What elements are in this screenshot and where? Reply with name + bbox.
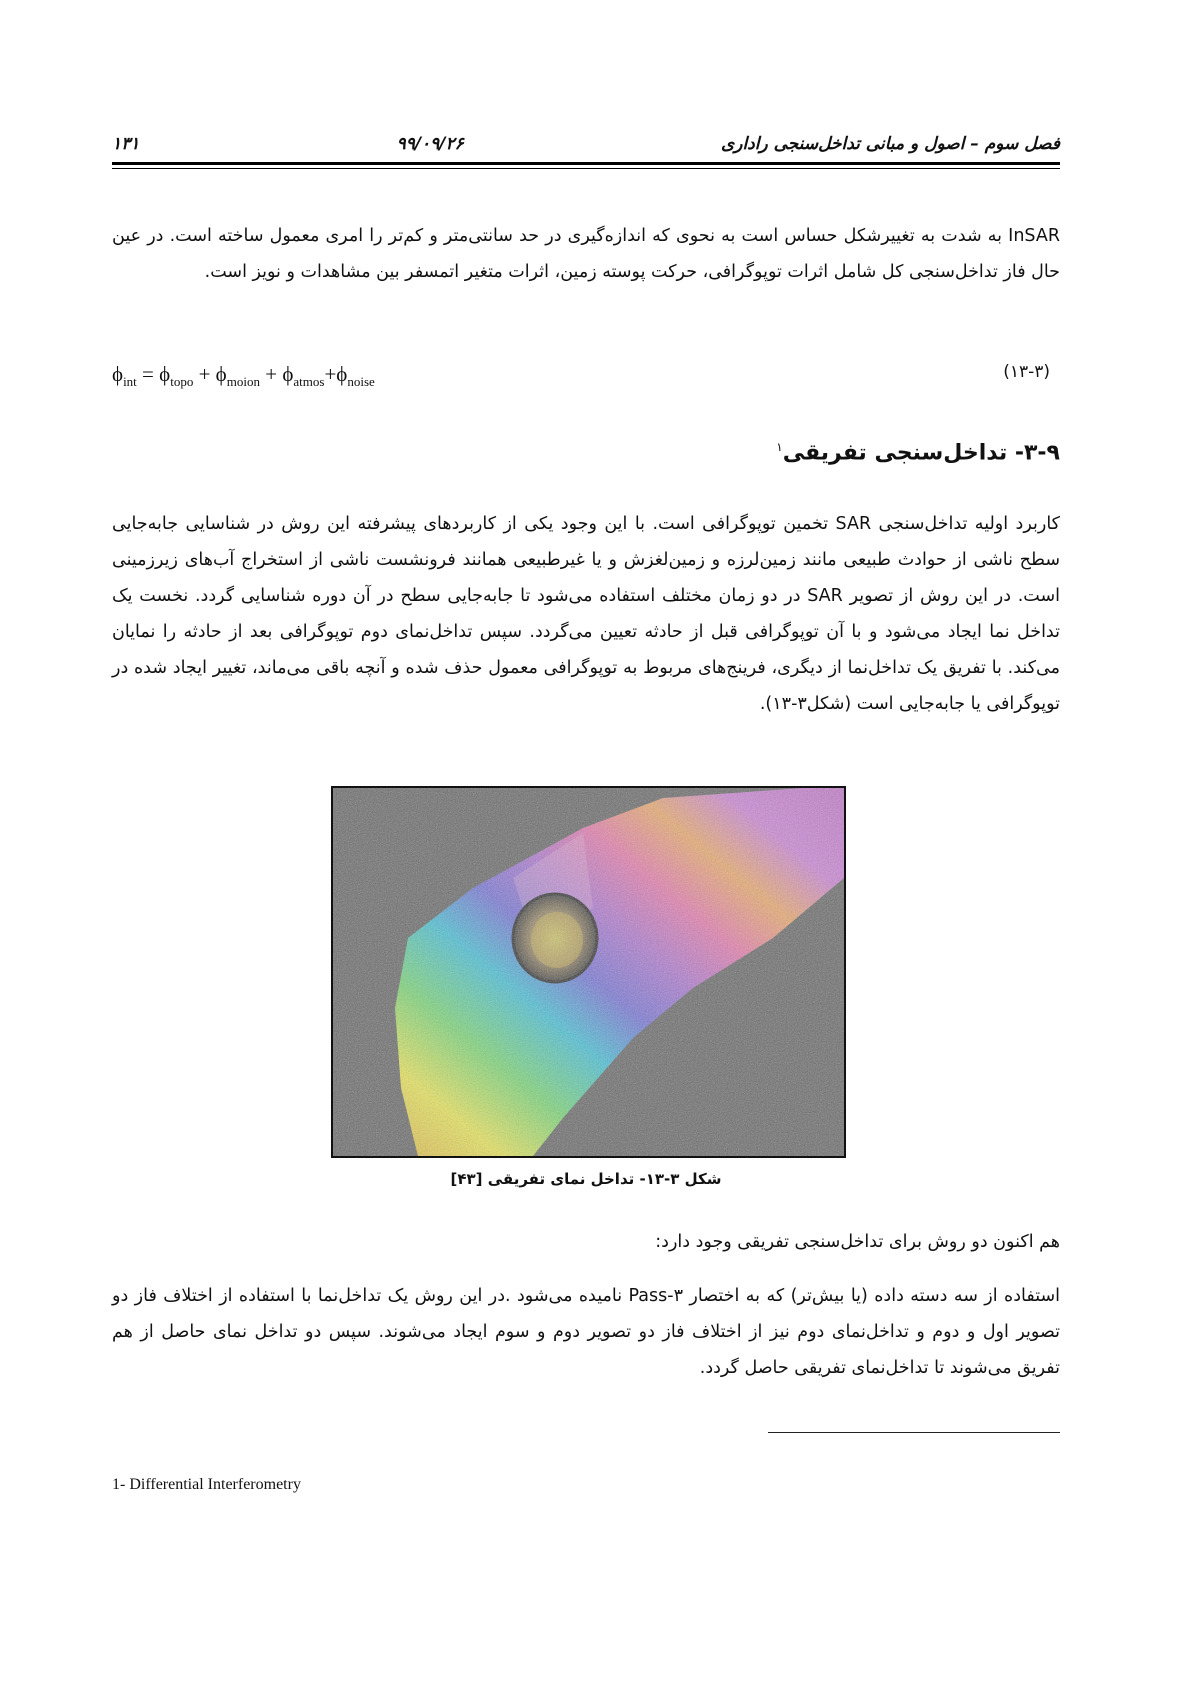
phase-equation	[112, 362, 375, 390]
footnote-rule	[768, 1432, 1060, 1433]
phase-symbol: ϕ	[215, 362, 227, 386]
equals-sign: =	[136, 362, 160, 386]
phase-subscript-motion: moion	[226, 374, 260, 390]
phase-symbol: ϕ	[112, 362, 124, 386]
methods-paragraph: استفاده از سه دسته داده (یا بیش‌تر) که به اختصار ۳-Pass نامیده می‌شود .در این روش یک تداخل‌نما با استفاده از اختلاف فاز دو تصویر اول و دوم و تداخل‌نمای دوم نیز از اختلاف فاز دو تصویر دوم و سوم ایجاد می‌شوند. سپس دو تداخل نمای حاصل از هم تفریق می‌شوند تا تداخل‌نمای تفریقی حاصل گردد.	[112, 1286, 1060, 1378]
section-heading	[112, 440, 1060, 465]
differential-interferogram-image	[331, 786, 846, 1158]
plus-sign: +	[259, 362, 283, 386]
chapter-title: فصل سوم – اصول و مبانی تداخل‌سنجی راداری	[720, 134, 1060, 154]
section-title: ۳-۹- تداخل‌سنجی تفریقی	[782, 440, 1060, 466]
interferogram-graphic	[333, 788, 844, 1156]
phase-symbol: ϕ	[159, 362, 171, 386]
intro-paragraph: InSAR به شدت به تغییرشکل حساس است به نحوی که اندازه‌گیری در حد سانتی‌متر و کم‌تر را امری معمول ساخته است. در عین حال فاز تداخل‌سنجی کل شامل اثرات توپوگرافی، حرکت پوسته زمین، اثرات متغیر اتمسفر بین مشاهدات و نویز است.	[112, 226, 1060, 282]
phase-subscript-noise: noise	[347, 374, 375, 390]
plus-sign: +	[193, 362, 216, 386]
page-header	[112, 128, 1060, 160]
phase-symbol: ϕ	[282, 362, 294, 386]
page-number: ۱۳۱	[112, 134, 140, 154]
body-paragraph: کاربرد اولیه تداخل‌سنجی SAR تخمین توپوگرافی است. با این وجود یکی از کاربردهای پیشرفته این روش در شناسایی جابه‌جایی سطح ناشی از حوادث طبیعی مانند زمین‌لرزه و زمین‌لغزش و یا غیرطبیعی همانند فرونشست ناشی از استخراج آب‌های زیرزمینی است. در این روش از تصویر SAR در دو زمان مختلف استفاده می‌شود تا جابه‌جایی سطح در آن دوره شناسایی گردد. نخست یک تداخل نما ایجاد می‌شود و با آن توپوگرافی قبل از حادثه تعیین می‌گردد. سپس تداخل‌نمای دوم توپوگرافی بعد از حادثه را نمایان می‌کند. با تفریق یک تداخل‌نما از دیگری، فرینج‌های مربوط به توپوگرافی معمول حذف شده و آنچه باقی می‌ماند، تغییر ایجاد شده در توپوگرافی یا جابه‌جایی است (شکل۳-۱۳).	[112, 514, 1061, 714]
header-rule-thin	[112, 168, 1060, 169]
figure-caption: شکل ۳-۱۳- تداخل نمای تفریقی [۴۳]	[450, 1170, 722, 1188]
phase-subscript-atmos: atmos	[293, 374, 325, 390]
methods-intro: هم اکنون دو روش برای تداخل‌سنجی تفریقی وجود دارد:	[655, 1232, 1060, 1252]
footnote: 1- Differential Interferometry	[112, 1476, 301, 1493]
page-date: ۹۹/۰۹/۲۶	[396, 134, 464, 154]
footnote-marker: ۱	[776, 440, 783, 454]
phase-subscript-int: int	[123, 374, 137, 390]
phase-symbol: ϕ	[336, 362, 348, 386]
plus-sign: +	[324, 362, 337, 386]
phase-subscript-topo: topo	[170, 374, 194, 390]
equation-number: (۱۳-۳)	[1003, 362, 1050, 382]
header-rule-thick	[112, 162, 1060, 165]
